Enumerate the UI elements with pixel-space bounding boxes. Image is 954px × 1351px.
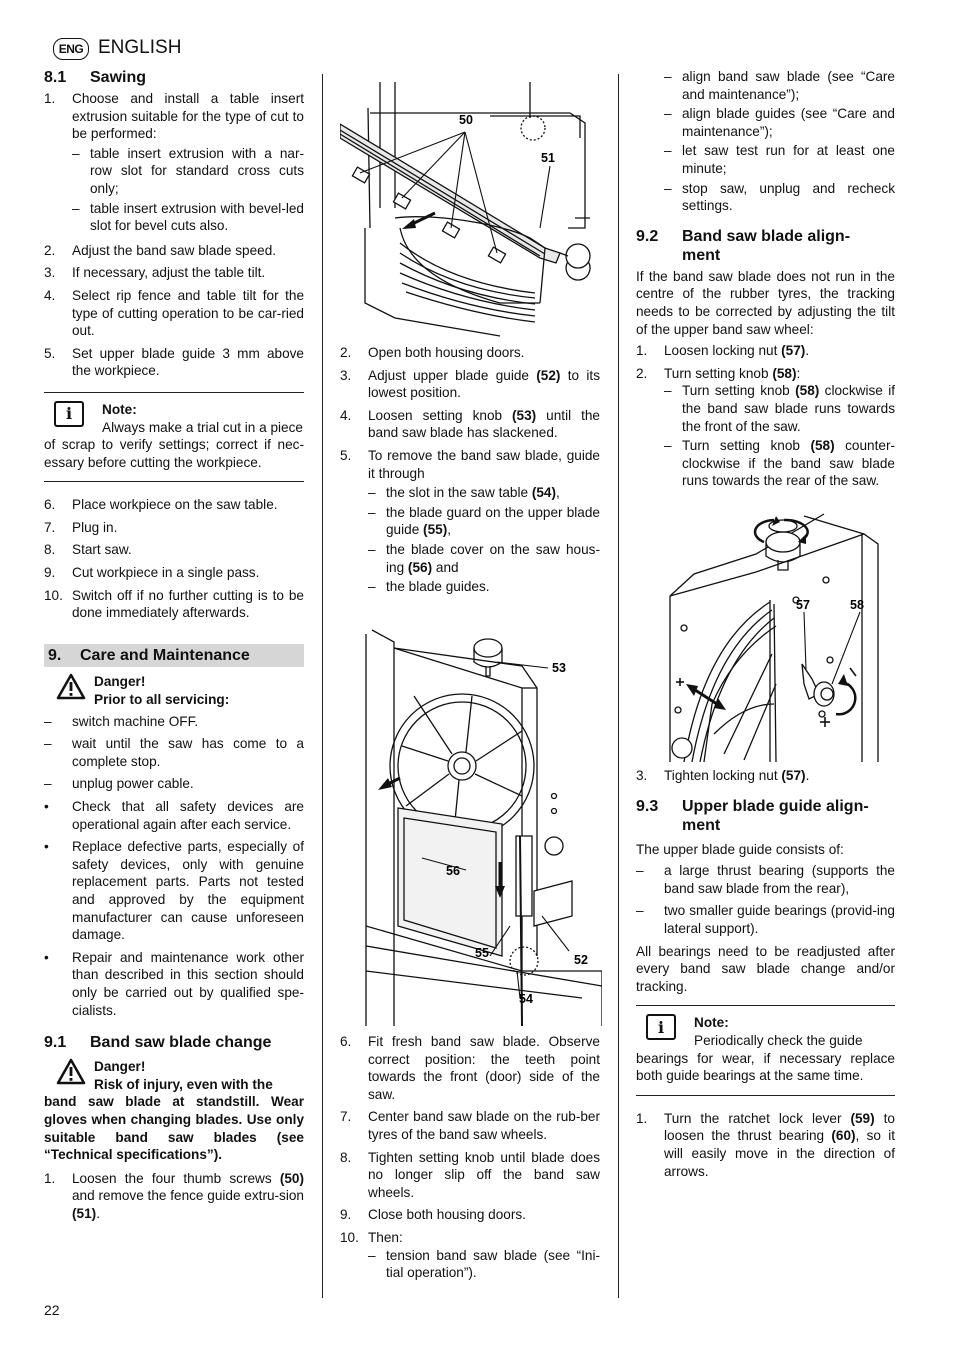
- column-2-part-2: [340, 1033, 600, 1289]
- list-item: 3. Adjust upper blade guide (52) to its lowest position.: [340, 367, 600, 401]
- list-item: – the blade cover on the saw hous-ing (56) and: [368, 541, 600, 575]
- info-icon: i: [646, 1014, 676, 1040]
- language-heading: ENGLISH: [98, 37, 182, 58]
- list-item: 10. Then: – tension band saw blade (see “Ini-tial operation”).: [340, 1229, 600, 1281]
- info-icon: i: [54, 401, 84, 427]
- sawing-steps-continued: [44, 496, 304, 622]
- list-item: – wait until the saw has come to a complete stop.: [44, 736, 304, 769]
- blade-change-steps-3: [340, 1033, 600, 1284]
- blade-change-steps: [44, 1170, 304, 1223]
- fig2-label-52: 52: [574, 953, 588, 967]
- section-9-2-heading: 9.2 Band saw blade align-ment: [636, 227, 851, 264]
- step10-continued: [664, 68, 895, 215]
- warning-icon: [54, 673, 88, 700]
- alignment-steps: [636, 342, 895, 492]
- list-item: 8. Start saw.: [44, 542, 132, 558]
- column-3-part-1: – align band saw blade (see “Care and maintenance”); – align blade guides (see “Care and maintenance”); – let saw test run for at least one minute; – stop saw, unplug and recheck settings. 9.2 Band saw blade align-ment If the band saw blade does not run in the centre of the rubber tyres, the tracking needs to be corrected by adjusting the tilt of the upper band saw wheel: 1. Loosen locking nut (57). 2. Turn setting knob (58): – Turn setting knob (58) clockwise if the band saw blade runs towards the front of the saw. – Turn setting knob (58) counter-clockwise if the band saw blade runs towards the rear of the saw.: [636, 68, 895, 497]
- alignment-steps-continued: [636, 767, 895, 785]
- list-item: – the slot in the saw table (54),: [368, 485, 560, 501]
- fig2-label-56: 56: [446, 864, 460, 878]
- warning-icon: [54, 1058, 88, 1085]
- list-item: 2. Turn setting knob (58): – Turn setting knob (58) clockwise if the band saw blade runs towards the front of the saw. – Turn setting knob (58) counter-clockwise if the band saw blade runs towards the rear of the saw.: [636, 365, 896, 489]
- list-item: 4. Loosen setting knob (53) until the band saw blade has slackened.: [340, 407, 600, 441]
- sawing-steps: [44, 90, 304, 380]
- page-number: 22: [44, 1302, 60, 1318]
- list-item: – table insert extrusion with a nar-row slot for standard cross cuts only;: [72, 145, 304, 196]
- blade-change-steps-2: [340, 344, 600, 598]
- section-8-1-heading: 8.1 Sawing: [44, 69, 147, 86]
- list-item: 1. Loosen the four thumb screws (50) and remove the fence guide extru-sion (51).: [44, 1170, 304, 1221]
- danger-box-2: Danger! Risk of injury, even with the band saw blade at standstill. Wear gloves when changing blades. Use only suitable band saw blades (see “Technical specifications”).: [44, 1059, 304, 1163]
- fig1-label-50: 50: [459, 113, 473, 127]
- fig2-label-53: 53: [552, 661, 566, 675]
- list-item: 6. Place workpiece on the saw table.: [44, 497, 278, 513]
- section-9-heading: 9. Care and Maintenance: [44, 644, 304, 668]
- column-divider-2: [618, 74, 619, 1298]
- list-item: • Repair and maintenance work other than described in this section should only be carried out by qualified spe-cialists.: [44, 949, 304, 1018]
- column-1: [44, 68, 304, 1227]
- guide-alignment-steps: [636, 1110, 895, 1180]
- danger-box: Danger! Prior to all servicing:: [44, 673, 304, 708]
- fig2-label-55: 55: [475, 946, 489, 960]
- list-item: 9. Close both housing doors.: [340, 1207, 526, 1223]
- list-item: – stop saw, unplug and recheck settings.: [664, 180, 895, 214]
- column-divider-1: [322, 74, 323, 1298]
- column-2-part-1: [340, 344, 600, 603]
- list-item: 5. Set upper blade guide 3 mm above the workpiece.: [44, 345, 304, 379]
- list-item: 9. Cut workpiece in a single pass.: [44, 565, 260, 581]
- language-badge-text: ENG: [58, 42, 84, 56]
- list-item: 10. Switch off if no further cutting is to be done immediately afterwards.: [44, 587, 304, 621]
- language-badge: [53, 38, 89, 60]
- list-item: – let saw test run for at least one minute;: [664, 143, 895, 176]
- fig3-label-58: 58: [850, 598, 864, 612]
- list-item: – Turn setting knob (58) clockwise if the band saw blade runs towards the front of the saw.: [664, 383, 896, 434]
- servicing-dash-list: [44, 713, 304, 1020]
- figure-fence-guide: [340, 78, 602, 340]
- list-item: 2. Open both housing doors.: [340, 345, 525, 360]
- list-item: 4. Select rip fence and table tilt for the type of cutting operation to be car-ried out.: [44, 287, 304, 339]
- list-item: 7. Center band saw blade on the rub-ber tyres of the band saw wheels.: [340, 1109, 600, 1142]
- note-box: i Note: Always make a trial cut in a piece of scrap to verify settings; correct if nec-essary before cutting the workpiece.: [44, 392, 304, 482]
- fig2-label-54: 54: [519, 992, 533, 1006]
- list-item: – a large thrust bearing (supports the band saw blade from the rear),: [636, 863, 895, 896]
- list-item: 3. Tighten locking nut (57).: [636, 768, 810, 783]
- column-3-part-2: 3. Tighten locking nut (57). 9.3 Upper blade guide align-ment The upper blade guide consists of: – a large thrust bearing (supports the band saw blade from the rear), – two smaller guide bearings (provid-ing lateral support). All bearings need to be readjusted after every band saw blade change and/or tracking. i Note: Periodically check the guide bearings for wear, if necessary replace both guide bearings at the same time. 1. Turn the ratchet lock lever (59) to loosen the thrust bearing (60), so it will easily move in the direction of arrows.: [636, 768, 895, 1179]
- list-item: 1. Turn the ratchet lock lever (59) to loosen the thrust bearing (60), so it will easily move in the direction of arrows.: [636, 1110, 895, 1179]
- list-item: • Replace defective parts, especially of safety devices, only with genuine replacement parts. Parts not tested and approved by the equipment manufacturer can cause unforeseen damage.: [44, 839, 304, 943]
- figure-band-saw-housing: [362, 626, 602, 1026]
- list-item: 7. Plug in.: [44, 519, 118, 535]
- list-item: – the blade guard on the upper blade guide (55),: [368, 504, 600, 538]
- list-item: – table insert extrusion with bevel-led slot for bevel cuts also.: [72, 200, 304, 234]
- guide-parts-list: [636, 862, 895, 937]
- list-item: 8. Tighten setting knob until blade does no longer slip off the band saw wheels.: [340, 1149, 600, 1200]
- fig3-label-57: 57: [796, 598, 810, 612]
- section-9-3-heading: 9.3 Upper blade guide align-ment: [636, 797, 869, 834]
- note-box-2: i Note: Periodically check the guide bearings for wear, if necessary replace both guide bearings at the same time.: [636, 1005, 895, 1095]
- list-item: – align blade guides (see “Care and maintenance”);: [664, 106, 895, 139]
- list-item: 1. Loosen locking nut (57).: [636, 343, 810, 359]
- list-item: – switch machine OFF.: [44, 713, 199, 729]
- list-item: 5. To remove the band saw blade, guide it through – the slot in the saw table (54), – the blade guard on the upper blade guide (55), – the blade cover on the saw hous-ing (56) and – the blade guides.: [340, 447, 600, 595]
- list-item: – Turn setting knob (58) counter-clockwise if the band saw blade runs towards the rear of the saw.: [664, 438, 895, 489]
- figure-tracking-adjustment: [664, 504, 896, 762]
- fig1-label-51: 51: [541, 151, 555, 165]
- list-item: – tension band saw blade (see “Ini-tial operation”).: [368, 1247, 600, 1281]
- list-item: 3. If necessary, adjust the table tilt.: [44, 265, 266, 281]
- list-item: • Check that all safety devices are operational again after each service.: [44, 799, 304, 832]
- list-item: – unplug power cable.: [44, 776, 194, 792]
- list-item: 2. Adjust the band saw blade speed.: [44, 242, 277, 258]
- list-item: – align band saw blade (see “Care and maintenance”);: [664, 69, 895, 102]
- list-item: 1. Choose and install a table insert extrusion suitable for the type of cut to be performed: – table insert extrusion with a nar-row slot for standard cross cuts only; – table insert extrusion with bevel-led slot for bevel cuts also.: [44, 91, 304, 234]
- section-9-1-heading: 9.1 Band saw blade change: [44, 1034, 272, 1052]
- list-item: – two smaller guide bearings (provid-ing lateral support).: [636, 903, 895, 936]
- list-item: 6. Fit fresh band saw blade. Observe correct position: the teeth point towards the front (door) side of the saw.: [340, 1034, 600, 1102]
- list-item: – the blade guides.: [368, 579, 490, 595]
